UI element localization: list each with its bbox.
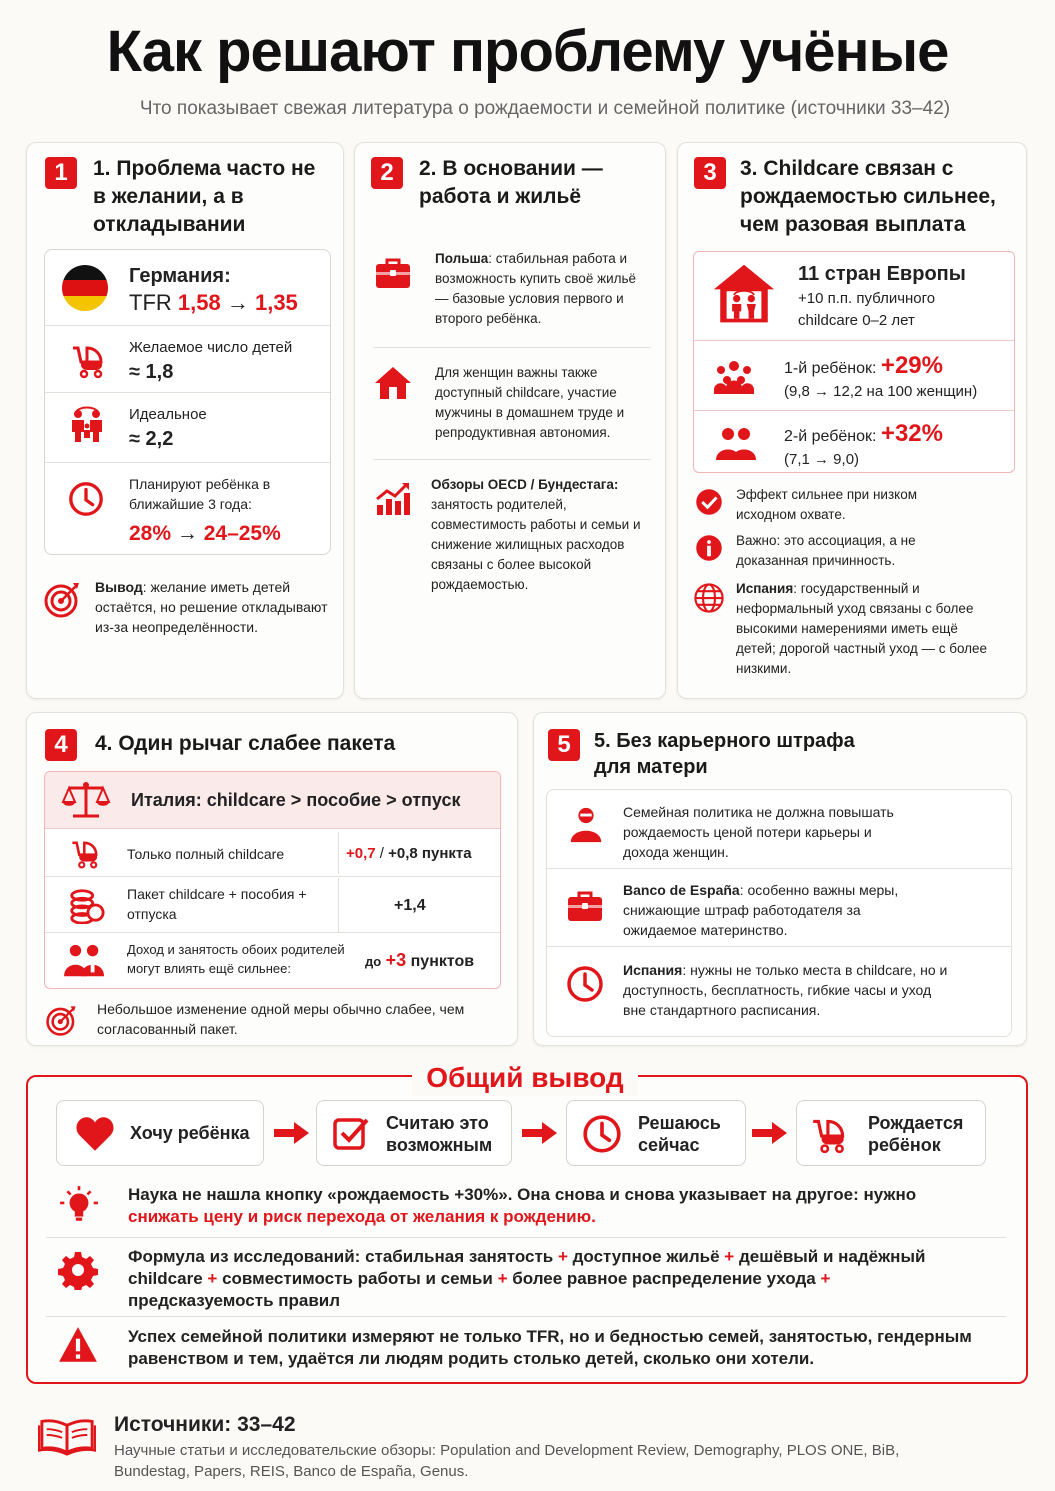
briefcase-icon	[373, 253, 413, 293]
row3-value	[365, 948, 474, 974]
summary-title: Общий вывод	[412, 1060, 638, 1096]
oecd-text	[431, 475, 661, 595]
pair-icon	[714, 424, 758, 464]
tfr-arrow: →	[226, 290, 249, 315]
summary-p3: Успех семейной политики измеряют не только TFR, но и бедностью семей, занятостью, гендерным равенством и тем, удаётся ли людям родить столько детей, сколько они хотели.	[128, 1327, 972, 1368]
gear-icon	[58, 1250, 98, 1290]
card-number: 5	[548, 729, 580, 761]
target-icon	[45, 1003, 79, 1037]
formula-item: дешёвый и надёжный childcare	[128, 1247, 926, 1288]
sources-text: Научные статьи и исследовательские обзоры: Population and Development Review, Demography, PLOS ONE, BiB, Bundestag, Papers, REIS, Banco de España, Genus.	[114, 1442, 900, 1480]
note-effect: Эффект сильнее при низком исходном охвате.	[736, 487, 917, 522]
summary-formula	[128, 1246, 978, 1312]
career-item1: Семейная политика не должна повышать рождаемость ценой потери карьеры и дохода женщин.	[623, 804, 894, 860]
arrow-icon	[522, 1121, 558, 1145]
clock-icon	[565, 964, 605, 1004]
note-spain	[736, 579, 992, 679]
career-item3	[623, 960, 953, 1020]
growth-chart-icon	[373, 479, 413, 519]
bulb-icon	[58, 1184, 100, 1226]
note-spain-body: : государственный и неформальный уход связаны с более высокими намерениями иметь ещё детей; дорогой частный уход — с более низкими.	[736, 581, 988, 676]
plan-values	[129, 521, 281, 547]
poland-text	[435, 249, 651, 329]
germany-label: Германия:	[129, 265, 231, 287]
conclusion-bold: Вывод	[95, 579, 143, 595]
italy-box	[44, 771, 501, 989]
first-child-value: +29%	[880, 352, 943, 379]
plan-arrow: →	[176, 522, 198, 545]
flow-step-want-label: Хочу ребёнка	[130, 1123, 250, 1143]
arrow-icon	[752, 1121, 788, 1145]
card-title: 3. Childcare связан с рождаемостью сильнее, чем разовая выплата	[740, 157, 996, 236]
second-child-value: +32%	[880, 420, 943, 447]
card-number: 4	[45, 729, 77, 761]
poland-body: : стабильная работа и возможность купить своё жильё — базовые условия первого и второго ребёнка.	[435, 251, 637, 326]
coins-icon	[67, 886, 105, 924]
scales-icon	[61, 780, 111, 820]
oecd-bold: Обзоры OECD / Бундестага:	[431, 477, 619, 492]
formula-label: Формула из исследований:	[128, 1247, 361, 1266]
card-number: 1	[45, 157, 77, 189]
checkbox-icon	[331, 1114, 371, 1154]
group-icon	[712, 358, 756, 398]
first-child-detail: (9,8 → 12,2 на 100 женщин)	[784, 383, 978, 400]
card-title: 4. Один рычаг слабее пакета	[95, 732, 396, 755]
ideal-value: ≈ 2,2	[129, 428, 174, 450]
formula-plus: +	[497, 1269, 508, 1288]
flow-step-born-label: Рождается ребёнок	[868, 1113, 964, 1155]
row1-v1: +0,7	[346, 845, 376, 862]
row3-number: +3	[385, 950, 407, 970]
plan-label: Планируют ребёнка в ближайшие 3 года:	[129, 476, 271, 512]
first-child-line	[784, 352, 943, 383]
row1-sep: /	[379, 845, 384, 862]
formula-plus: +	[724, 1247, 735, 1266]
plan-from: 28%	[129, 522, 172, 545]
book-icon	[38, 1414, 96, 1456]
family-icon	[67, 406, 107, 446]
card-number: 3	[694, 157, 726, 189]
formula-item: совместимость работы и семьи	[222, 1269, 493, 1288]
sources-title: Источники: 33–42	[114, 1413, 296, 1436]
europe-title: 11 стран Европы	[798, 263, 966, 285]
heart-icon	[74, 1113, 116, 1155]
tfr-to: 1,35	[254, 290, 298, 315]
card-problem	[26, 142, 344, 699]
row2-label: Пакет childcare + пособия + отпуска	[127, 886, 307, 922]
flow-step-decide-label: Решаюсь сейчас	[638, 1113, 721, 1155]
women-text: Для женщин важны также доступный childcare, участие мужчины в домашнем труде и репродуктивная автономия.	[435, 365, 625, 440]
childcare-house-icon	[712, 262, 776, 326]
tfr-from: 1,58	[177, 290, 221, 315]
card-basis	[354, 142, 666, 699]
formula-plus: +	[557, 1247, 568, 1266]
arrow-icon	[274, 1121, 310, 1145]
note-spain-bold: Испания	[736, 581, 794, 596]
stroller-icon	[69, 836, 103, 870]
clock-icon	[581, 1113, 623, 1155]
card-career	[533, 712, 1027, 1046]
poland-bold: Польша	[435, 251, 489, 266]
formula-item: стабильная занятость	[365, 1247, 554, 1266]
house-icon	[373, 363, 413, 403]
target-icon	[43, 579, 83, 619]
page-title: Как решают проблему учёные	[106, 19, 949, 84]
check-icon	[694, 487, 724, 517]
desired-label: Желаемое число детей	[129, 339, 293, 356]
europe-text: +10 п.п. публичного childcare 0–2 лет	[798, 290, 936, 329]
globe-icon	[692, 581, 726, 615]
conclusion-body: : желание иметь детей остаётся, но решение откладывают из-за неопределённости.	[95, 579, 328, 635]
formula-plus: +	[820, 1269, 831, 1288]
card-lever	[26, 712, 518, 1046]
second-child-label: 2-й ребёнок:	[784, 428, 877, 445]
parents-icon	[63, 942, 107, 980]
summary-p1-text: Наука не нашла кнопку «рождаемость +30%». Она снова и снова указывает на другое: нужно	[128, 1185, 917, 1204]
row1-label: Только полный childcare	[127, 846, 285, 862]
plan-to: 24–25%	[203, 522, 281, 545]
formula-item: более равное распределение ухода	[512, 1269, 816, 1288]
summary-p1-red: снижать цену и риск перехода от желания к рождению.	[128, 1207, 596, 1226]
lever-note: Небольшое изменение одной меры обычно слабее, чем согласованный пакет.	[97, 1001, 465, 1037]
second-child-detail: (7,1 → 9,0)	[784, 451, 860, 468]
flag-germany-icon	[61, 264, 109, 312]
desired-value: ≈ 1,8	[129, 361, 174, 383]
formula-plus: +	[207, 1269, 218, 1288]
person-icon	[567, 806, 605, 844]
career-items-box	[546, 789, 1012, 1037]
note-association: Важно: это ассоциация, а не доказанная причинность.	[736, 533, 916, 568]
tfr-line	[129, 290, 298, 316]
formula-item: доступное жильё	[572, 1247, 720, 1266]
clock-icon	[67, 480, 105, 518]
first-child-label: 1-й ребёнок:	[784, 360, 877, 377]
briefcase-icon	[565, 886, 605, 926]
card-title: 2. В основании — работа и жильё	[419, 157, 603, 208]
page-subtitle: Что показывает свежая литература о рождаемости и семейной политике (источники 33–42)	[139, 98, 951, 119]
summary-p1	[128, 1184, 978, 1228]
row2-value: +1,4	[394, 897, 426, 914]
card-number: 2	[371, 157, 403, 189]
card-title: 5. Без карьерного штрафа для матери	[594, 730, 855, 778]
warning-icon	[56, 1324, 100, 1366]
formula-item: предсказуемость правил	[128, 1291, 341, 1310]
ideal-label: Идеальное	[129, 406, 207, 423]
row1-v2: +0,8 пункта	[388, 845, 472, 862]
europe-stats-box	[693, 251, 1015, 473]
row3-post: пунктов	[410, 953, 475, 970]
row3-pre: до	[365, 954, 382, 969]
tfr-label: TFR	[129, 290, 172, 315]
career-item3-bold: Испания	[623, 962, 683, 978]
germany-stats-box	[44, 249, 331, 555]
stroller-icon	[809, 1113, 851, 1155]
second-child-line	[784, 420, 943, 451]
career-item2-bold: Banco de España	[623, 882, 740, 898]
info-icon	[694, 533, 724, 563]
stroller-icon	[69, 340, 109, 380]
card-childcare	[677, 142, 1027, 699]
italy-header: Италия: childcare > пособие > отпуск	[131, 790, 461, 810]
career-item3-body: : нужны не только места в childcare, но и доступность, бесплатность, гибкие часы и уход вне стандартного расписания.	[623, 962, 948, 1018]
conclusion-text	[95, 577, 339, 637]
card-title: 1. Проблема часто не в желании, а в откладывании	[93, 157, 316, 236]
flow-step-possible-label: Считаю это возможным	[386, 1113, 493, 1155]
oecd-body: занятость родителей, совместимость работы и семьи и снижение жилищных расходов связаны с более высокой рождаемостью.	[431, 497, 641, 592]
row1-value	[346, 842, 472, 866]
career-item2-body: : особенно важны меры, снижающие штраф работодателя за ожидаемое материнство.	[623, 882, 899, 938]
career-item2	[623, 880, 933, 940]
row3-label: Доход и занятость обоих родителей могут влиять ещё сильнее:	[127, 942, 345, 976]
